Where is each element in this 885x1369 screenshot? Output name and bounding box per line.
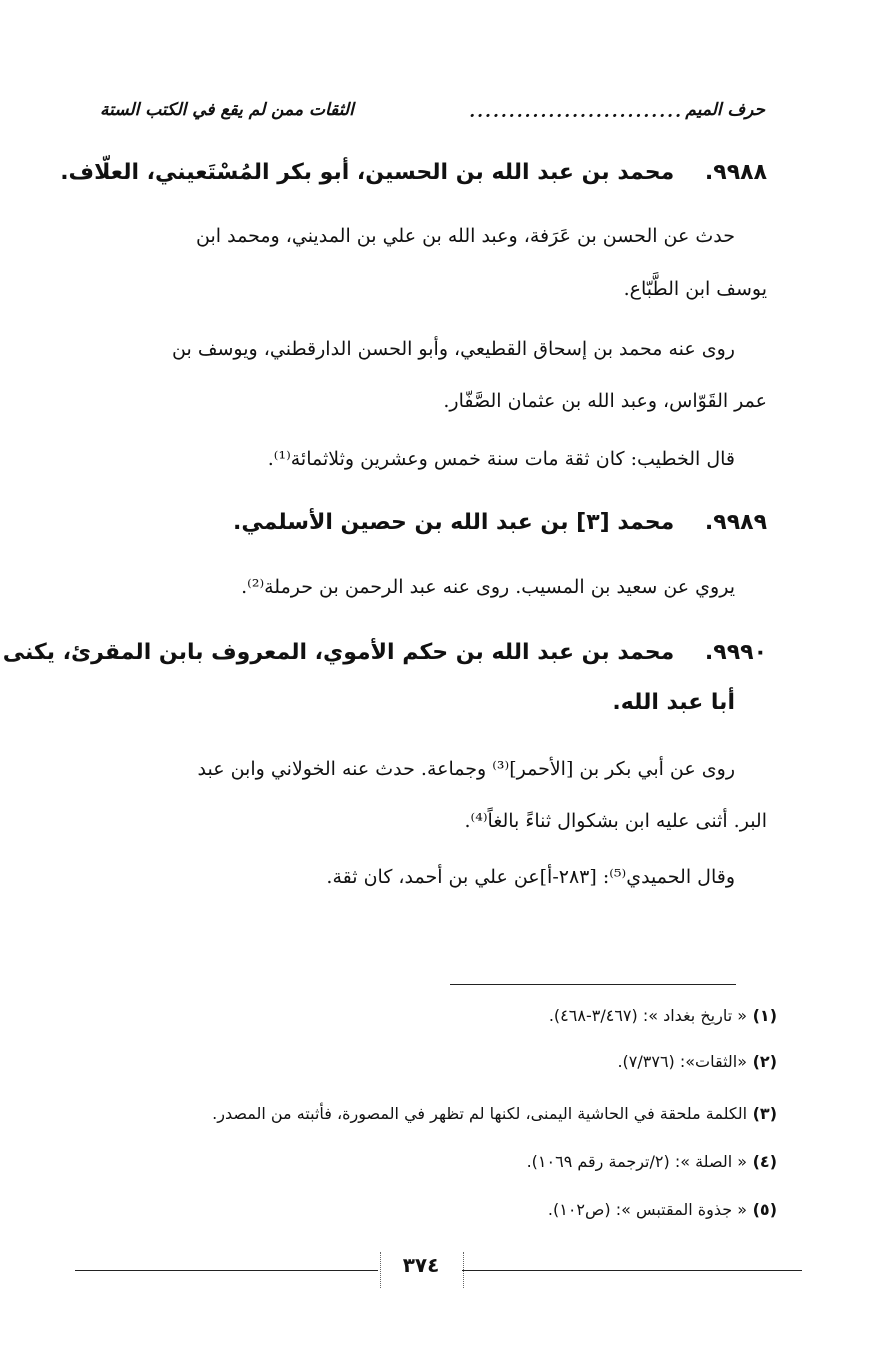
header-book-title: الثقات ممن لم يقع في الكتب الستة	[100, 100, 354, 120]
entry-9989-title-row	[233, 510, 767, 535]
header-leader-dots: ...........................	[469, 102, 683, 122]
footnote-4-number: (٤)	[752, 1152, 777, 1171]
entry-9988-title: محمد بن عبد الله بن الحسين، أبو بكر المُسْتَعيني، العلّاف.	[60, 160, 675, 185]
footnote-5-number: (٥)	[752, 1200, 777, 1219]
running-header	[100, 96, 765, 130]
entry-9988-line-5: قال الخطيب: كان ثقة مات سنة خمس وعشرين وثلاثمائة⁽¹⁾.	[267, 448, 735, 470]
footnote-4	[527, 1152, 777, 1171]
footnote-rule	[450, 984, 736, 985]
entry-9988-line-3: روى عنه محمد بن إسحاق القطيعي، وأبو الحسن الدارقطني، ويوسف بن	[172, 338, 735, 360]
entry-9990-title-line-1: محمد بن عبد الله بن حكم الأموي، المعروف بابن المقرئ، يكنى	[2, 640, 675, 665]
entry-9990-line-3: وقال الحميدي⁽⁵⁾: [٢٨٣-أ]عن علي بن أحمد، كان ثقة.	[326, 866, 735, 888]
footer-rule-right	[462, 1270, 802, 1271]
entry-9988-line-2: يوسف ابن الطَّبّاع.	[623, 278, 767, 300]
footnote-3-text: الكلمة ملحقة في الحاشية اليمنى، لكنها لم تظهر في المصورة، فأثبته من المصدر.	[212, 1104, 748, 1123]
entry-9989-title: محمد [٣] بن عبد الله بن حصين الأسلمي.	[233, 510, 675, 535]
entry-9988-line-4: عمر القَوّاس، وعبد الله بن عثمان الصَّفّار.	[443, 390, 767, 412]
entry-9989-line-1: يروي عن سعيد بن المسيب. روى عنه عبد الرحمن بن حرملة⁽²⁾.	[241, 576, 735, 598]
footnote-4-text: « الصلة »: (٢/ترجمة رقم ١٠٦٩).	[526, 1152, 748, 1171]
footnote-3	[212, 1104, 777, 1123]
entry-9990-line-1: روى عن أبي بكر بن [الأحمر]⁽³⁾ وجماعة. حدث عنه الخولاني وابن عبد	[197, 758, 735, 780]
entry-9989-number: ٩٩٨٩.	[704, 510, 767, 535]
footnote-2	[617, 1052, 777, 1071]
footnote-1-text: « تاريخ بغداد »: (٣/٤٦٧-٤٦٨).	[548, 1006, 748, 1025]
entry-9988-number: ٩٩٨٨.	[704, 160, 767, 185]
footnote-3-number: (٣)	[752, 1104, 777, 1123]
footnote-2-text: «الثقات»: (٧/٣٧٦).	[617, 1052, 748, 1071]
footnote-1-number: (١)	[752, 1006, 777, 1025]
entry-9988-line-1: حدث عن الحسن بن عَرَفة، وعبد الله بن علي بن المديني، ومحمد ابن	[196, 225, 735, 247]
footnote-2-number: (٢)	[752, 1052, 777, 1071]
entry-9990-title-row	[3, 640, 767, 665]
header-chapter: حرف الميم	[685, 100, 765, 120]
entry-9988-title-row	[60, 160, 767, 185]
entry-9990-line-2: البر. أثنى عليه ابن بشكوال ثناءً بالغاً⁽⁴⁾.	[464, 810, 767, 832]
footnote-5	[548, 1200, 777, 1219]
footnote-1	[549, 1006, 777, 1025]
entry-9990-number: ٩٩٩٠.	[704, 640, 767, 665]
entry-9990-title-line-2: أبا عبد الله.	[612, 690, 735, 715]
footer-rule-left	[75, 1270, 378, 1271]
footnote-5-text: « جذوة المقتبس »: (ص١٠٢).	[547, 1200, 748, 1219]
page-number: ٣٧٤	[402, 1253, 440, 1277]
